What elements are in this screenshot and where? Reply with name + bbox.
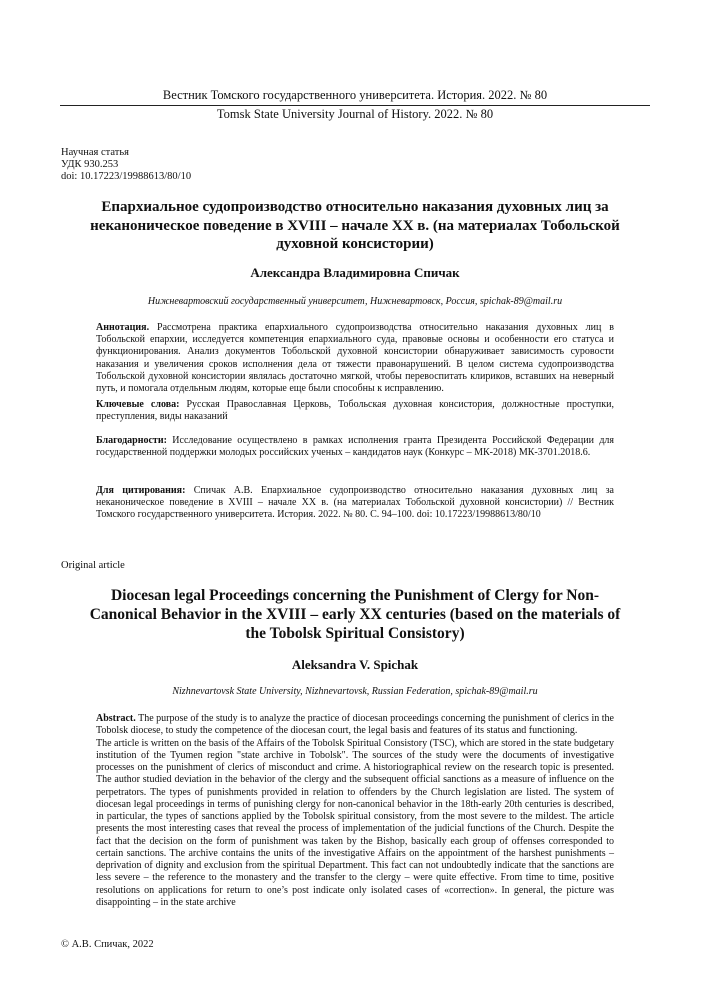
keywords-ru xyxy=(96,399,614,423)
citation-label: Для цитирования: xyxy=(96,485,186,496)
abstract-en-paragraph: The article is written on the basis of the Affairs of the Tobolsk Spiritual Consistory (TSC), which are stored in the state budgetary institution of the Tyumen region "state archive in Tobolsk". The sources of the study were the documents of investigative processes on the punishment of clerics of misconduct and crime. A historiographical review on the research topic is presented. The author studied deviation in the behavior of the clergy and the subsequent official sanctions as a measure of influence on the perpetrators. The types of punishments provided in relation to offenders by the Church legislation are listed. The system of diocesan legal proceedings in terms of punishing clergy for non-canonical behavior in the 18th-early 20th centuries is described, in particular, the types of sanctions applied by the Tobolsk spiritual consistory, from the most severe to the mildest. The article presents the most interesting cases that reveal the process of implementation of the judicial functions of the Church. Despite the fact that the decision on the form of punishment was taken by the Bishop, basically each group of offenses corresponded to certain sanctions. The archive contains the units of the investigative Affairs on the appointment of the harshest punishments – deprivation of dignity and exclusion from the spiritual Department. This fact can not undoubtedly indicate that the sanctions are less severe – the reference to the monastery and the transfer to the clergy – were quite effective. From time to time, positive resolutions on applications for return to one’s post indicate only isolated cases of «correction». In general, the picture was disappointing – in the state archive xyxy=(96,737,614,908)
author-en: Aleksandra V. Spichak xyxy=(291,657,419,672)
article-meta xyxy=(61,147,191,183)
affiliation-en: Nizhnevartovsk State University, Nizhnevartovsk, Russian Federation, spichak-89@mail.ru xyxy=(172,686,538,697)
author-ru: Александра Владимировна Спичак xyxy=(250,265,460,280)
acknowledgements-label: Благодарности: xyxy=(96,435,167,446)
journal-header-ru: Вестник Томского государственного университета. История. 2022. № 80 xyxy=(162,88,548,102)
doi-line: doi: 10.17223/19988613/80/10 xyxy=(61,171,192,182)
journal-header-en: Tomsk State University Journal of History. 2022. № 80 xyxy=(216,107,494,121)
abstract-en-paragraph xyxy=(96,713,614,738)
title-en: Diocesan legal Proceedings concerning the Punishment of Clergy for Non-Canonical Behavior in the XVIII – early XX centuries (based on the materials of the Tobolsk Spiritual Consistory) xyxy=(89,587,621,642)
article-type-ru: Научная статья xyxy=(61,147,129,158)
citation-text: Спичак А.В. Епархиальное судопроизводство относительно наказания духовных лиц за неканоническое поведение в XVIII – начале XX в. (на материалах Тобольской духовной консистории) // Вестник Томского государственного университета. История. 2022. № 80. С. 94–100. doi: 10.17223/19988613/80/10 xyxy=(96,485,614,521)
abstract-ru-text: Рассмотрена практика епархиального судопроизводства относительно наказания духовных лиц в Тобольской епархии, исследуется компетенция епархиального суда, правовые основы и особенности его статуса и функционирования. Анализ документов Тобольской духовной консистории обнаруживает зависимость суровости наказания и увеличения сроков исполнения дела от тяжести правонарушений. В целом система судопроизводства Тобольской духовной консистории являлась достаточно мягкой, чтобы перевоспитать клириков, вставших на неверный путь, и помогала отдельным людям, которые еще были способны к исправлению. xyxy=(96,322,614,395)
abstract-ru xyxy=(96,322,614,395)
keywords-ru-label: Ключевые слова: xyxy=(96,399,180,410)
citation xyxy=(96,485,614,522)
copyright: © А.В. Спичак, 2022 xyxy=(61,939,154,950)
affiliation-ru: Нижневартовский государственный университет, Нижневартовск, Россия, spichak-89@mail.ru xyxy=(147,296,563,307)
header-rule xyxy=(60,105,650,106)
keywords-ru-text: Русская Православная Церковь, Тобольская духовная консистория, должностные проступки, преступления, виды наказаний xyxy=(96,399,614,423)
abstract-en xyxy=(96,713,614,909)
article-type-en: Original article xyxy=(61,560,125,571)
abstract-en-label: Abstract. xyxy=(96,713,136,724)
abstract-en-text-1: The purpose of the study is to analyze the practice of diocesan proceedings concerning the punishment of clerics in the Tobolsk diocese, to study the competence of the diocesan court, the legal basis and features of its status and functioning. xyxy=(96,713,614,737)
abstract-ru-label: Аннотация. xyxy=(96,322,150,333)
acknowledgements xyxy=(96,435,614,459)
udc-code: УДК 930.253 xyxy=(61,159,119,170)
title-ru: Епархиальное судопроизводство относительно наказания духовных лиц за неканоническое поведение в XVIII – начале XX в. (на материалах Тобольской духовной консистории) xyxy=(90,199,620,252)
acknowledgements-text: Исследование осуществлено в рамках исполнения гранта Президента Российской Федерации для государственной поддержки молодых российских ученых – кандидатов наук (Конкурс – МК-2018) МК-3701.2018.6. xyxy=(96,435,614,459)
